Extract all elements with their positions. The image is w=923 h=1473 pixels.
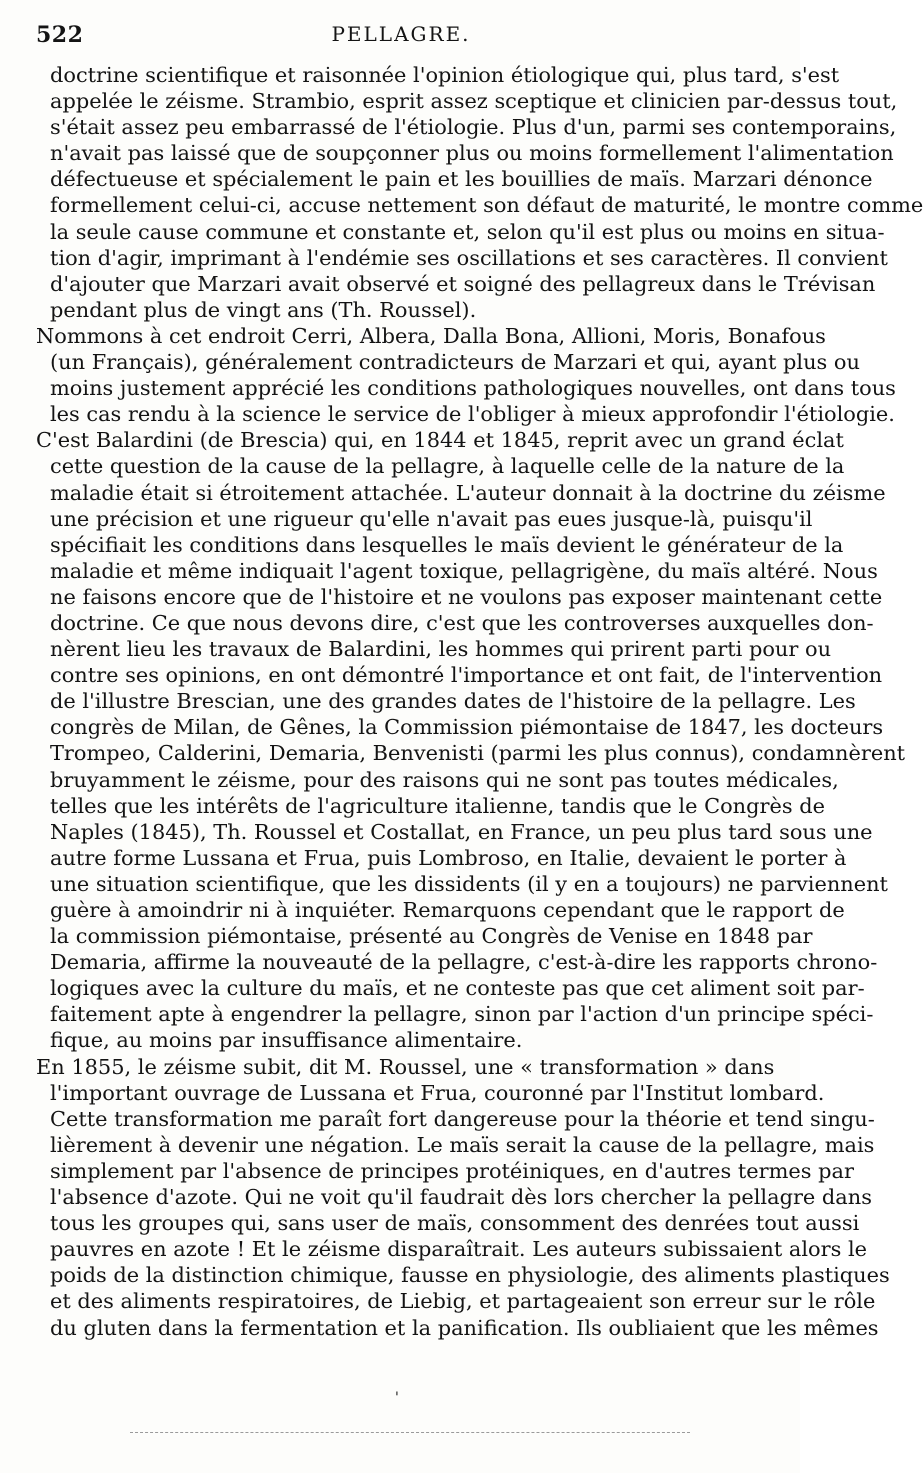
text-line: cette question de la cause de la pellagre, à laquelle celle de la nature de la (50, 454, 845, 479)
text-line: autre forme Lussana et Frua, puis Lombroso, en Italie, devaient le porter à (50, 845, 847, 870)
text-line: doctrine scientifique et raisonnée l'opinion étiologique qui, plus tard, s'est (50, 63, 840, 87)
text-line: pauvres en azote ! Et le zéisme disparaîtrait. Les auteurs subissaient alors le (50, 1237, 868, 1262)
text-line: telles que les intérêts de l'agriculture italienne, tandis que le Congrès de (50, 793, 825, 818)
text-line: d'ajouter que Marzari avait observé et soigné des pellagreux dans le Trévisan (50, 271, 876, 296)
text-line: s'était assez peu embarrassé de l'étiologie. Plus d'un, parmi ses contemporains, (50, 115, 897, 140)
text-line: défectueuse et spécialement le pain et les bouillies de maïs. Marzari dénonce (50, 167, 873, 192)
text-line: maladie était si étroitement attachée. L'auteur donnait à la doctrine du zéisme (50, 480, 886, 505)
text-line: l'important ouvrage de Lussana et Frua, couronné par l'Institut lombard. (50, 1080, 825, 1105)
text-line: tion d'agir, imprimant à l'endémie ses oscillations et ses caractères. Il convient (50, 245, 888, 270)
text-line: moins justement apprécié les conditions pathologiques nouvelles, ont dans tous (50, 376, 896, 401)
running-head (36, 18, 766, 52)
text-line: fique, au moins par insuffisance alimentaire. (50, 1028, 523, 1053)
body-text (36, 62, 923, 1341)
text-line: la seule cause commune et constante et, selon qu'il est plus ou moins en situa- (50, 219, 885, 244)
paragraph (36, 323, 896, 427)
text-line: Naples (1845), Th. Roussel et Costallat, en France, un peu plus tard sous une (50, 819, 873, 844)
text-line: n'avait pas laissé que de soupçonner plus ou moins formellement l'alimentation (50, 141, 894, 166)
text-line: et des aliments respiratoires, de Liebig, et partageaient son erreur sur le rôle (50, 1289, 876, 1314)
text-line: la commission piémontaise, présenté au Congrès de Venise en 1848 par (50, 924, 813, 949)
text-line: congrès de Milan, de Gênes, la Commission piémontaise de 1847, les docteurs (50, 715, 884, 740)
text-line: Nommons à cet endroit Cerri, Albera, Dalla Bona, Allioni, Moris, Bonafous (36, 323, 826, 348)
text-line: En 1855, le zéisme subit, dit M. Roussel, une « transformation » dans (36, 1054, 775, 1079)
text-line: nèrent lieu les travaux de Balardini, les hommes qui prirent parti pour ou (50, 637, 832, 662)
text-line: maladie et même indiquait l'agent toxique, pellagrigène, du maïs altéré. Nous (50, 558, 878, 583)
running-title: PELLAGRE. (331, 22, 471, 46)
text-line: pendant plus de vingt ans (Th. Roussel). (50, 297, 477, 322)
text-line: une situation scientifique, que les dissidents (il y en a toujours) ne parviennent (50, 871, 888, 896)
footer-rule (130, 1432, 690, 1433)
page-number: 522 (36, 22, 84, 48)
text-line: une précision et une rigueur qu'elle n'avait pas eues jusque-là, puisqu'il (50, 506, 813, 531)
text-line: (un Français), généralement contradicteurs de Marzari et qui, ayant plus ou (50, 350, 860, 375)
text-line: ne faisons encore que de l'histoire et ne voulons pas exposer maintenant cette (50, 584, 883, 609)
text-line: logiques avec la culture du maïs, et ne conteste pas que cet aliment soit par- (50, 976, 865, 1001)
text-line: contre ses opinions, en ont démontré l'importance et ont fait, de l'intervention (50, 663, 883, 688)
text-line: Demaria, affirme la nouveauté de la pellagre, c'est-à-dire les rapports chrono- (50, 950, 878, 975)
text-line: Cette transformation me paraît fort dangereuse pour la théorie et tend singu- (50, 1106, 875, 1131)
text-line: Trompeo, Calderini, Demaria, Benvenisti (parmi les plus connus), condamnèrent (50, 741, 906, 766)
text-line: C'est Balardini (de Brescia) qui, en 1844 et 1845, reprit avec un grand éclat (36, 428, 844, 453)
text-line: poids de la distinction chimique, fausse en physiologie, des aliments plastiques (50, 1263, 890, 1288)
text-line: spécifiait les conditions dans lesquelles le maïs devient le générateur de la (50, 532, 844, 557)
text-line: tous les groupes qui, sans user de maïs, consomment des denrées tout aussi (50, 1211, 860, 1236)
text-line: appelée le zéisme. Strambio, esprit assez sceptique et clinicien par-dessus tout, (50, 89, 898, 114)
footer-mark: ' (395, 1390, 399, 1406)
text-line: faitement apte à engendrer la pellagre, sinon par l'action d'un principe spéci- (50, 1002, 874, 1027)
text-line: l'absence d'azote. Qui ne voit qu'il faudrait dès lors chercher la pellagre dans (50, 1185, 872, 1210)
text-line: lièrement à devenir une négation. Le maïs serait la cause de la pellagre, mais (50, 1132, 875, 1157)
paragraph (36, 1054, 890, 1341)
text-line: guère à amoindrir ni à inquiéter. Remarquons cependant que le rapport de (50, 898, 845, 922)
text-line: bruyamment le zéisme, pour des raisons qui ne sont pas toutes médicales, (50, 767, 839, 792)
text-line: du gluten dans la fermentation et la panification. Ils oubliaient que les mêmes (50, 1315, 879, 1340)
text-line: de l'illustre Brescian, une des grandes dates de l'histoire de la pellagre. Les (50, 689, 856, 714)
text-line: les cas rendu à la science le service de l'obliger à mieux approfondir l'étiologie. (50, 402, 895, 427)
text-line: simplement par l'absence de principes protéiniques, en d'autres termes par (50, 1158, 854, 1183)
paragraph (50, 62, 923, 323)
paragraph (36, 427, 906, 1053)
text-line: formellement celui-ci, accuse nettement son défaut de maturité, le montre comme (50, 193, 923, 218)
text-line: doctrine. Ce que nous devons dire, c'est que les controverses auxquelles don- (50, 610, 874, 635)
